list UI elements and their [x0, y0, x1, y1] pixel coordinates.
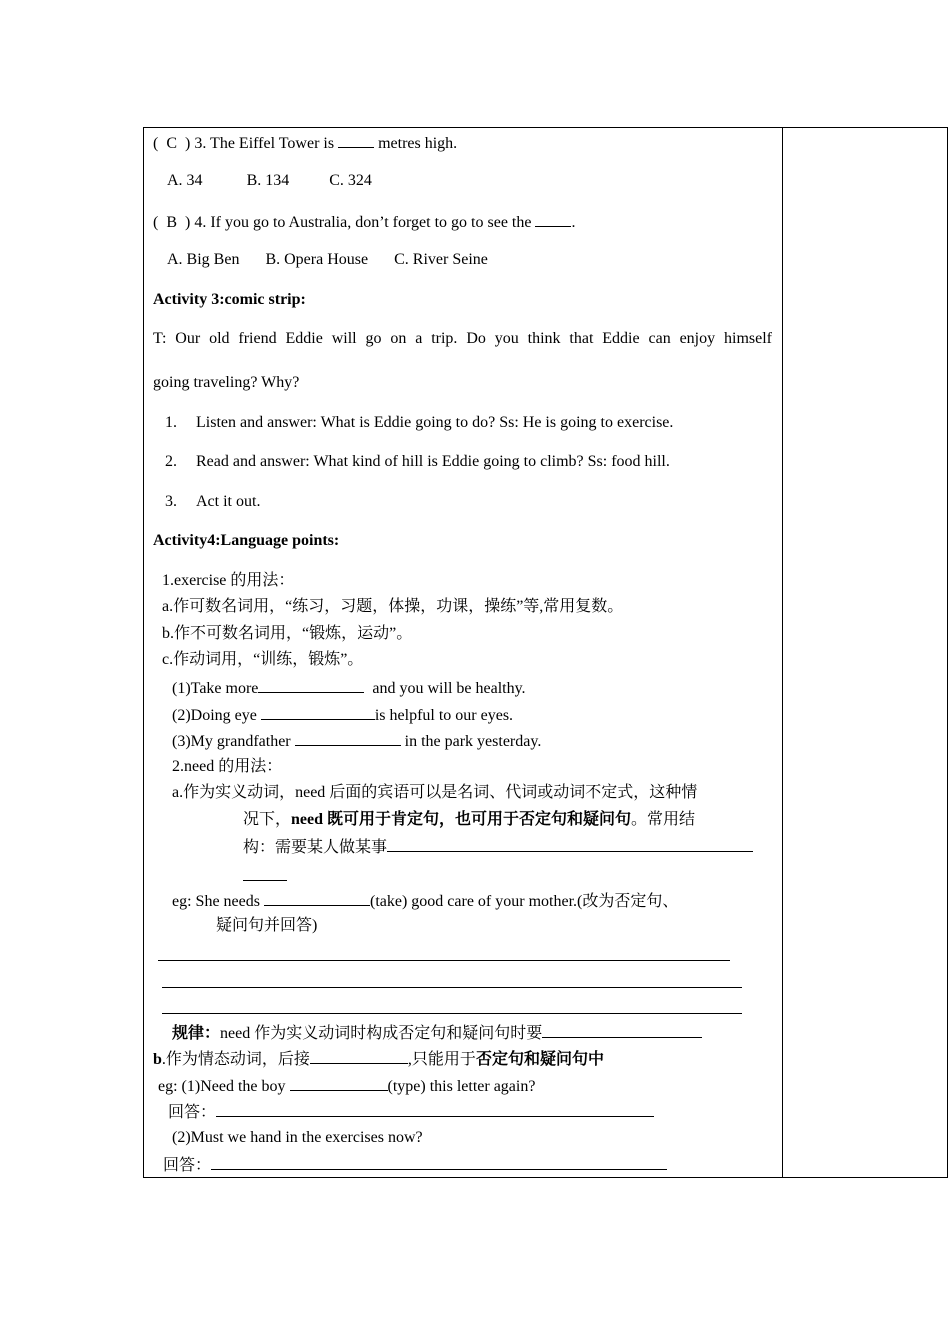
- blank: [535, 211, 571, 227]
- activity-3-prompt-line1: T: Our old friend Eddie will go on a trip. Do you think that Eddie can enjoy himself: [153, 330, 772, 347]
- need-usage-a-line3: 构：需要某人做某事: [243, 836, 753, 858]
- need-title: 2.need 的用法：: [172, 758, 283, 775]
- answer-line: [162, 1013, 742, 1014]
- question-4-options: [167, 250, 488, 270]
- need-example-3: (2)Must we hand in the exercises now?: [172, 1129, 423, 1146]
- exercise-usage-c: c.作动词用，“训练，锻炼”。: [162, 651, 364, 668]
- blank: [264, 890, 370, 906]
- activity-3-step-2: 2. Read and answer: What kind of hill is Eddie going to climb? Ss: food hill.: [165, 453, 670, 470]
- answer-row-1: 回答：: [168, 1101, 654, 1123]
- answer-line: [158, 960, 730, 961]
- blank: [310, 1048, 408, 1064]
- answer-line: [162, 987, 742, 988]
- option-b: B. Opera House: [265, 251, 369, 268]
- option-c: C. 324: [329, 172, 372, 189]
- blank: [338, 132, 374, 148]
- activity-3-heading: Activity 3:comic strip:: [153, 291, 306, 308]
- option-b: B. 134: [246, 172, 290, 189]
- answer-3: C: [166, 135, 177, 152]
- blank: [261, 704, 375, 720]
- activity-3-step-1: 1. Listen and answer: What is Eddie going to do? Ss: He is going to exercise.: [165, 414, 674, 431]
- exercise-usage-b: b.作不可数名词用，“锻炼，运动”。: [162, 625, 413, 642]
- blank-continuation: [243, 880, 287, 881]
- question-4: ( B ) 4. If you go to Australia, don’t forget to go to see the .: [153, 211, 575, 233]
- need-usage-a-line2: 况下，need 既可用于肯定句，也可用于否定句和疑问句。常用结: [243, 811, 696, 828]
- blank: [216, 1101, 654, 1117]
- exercise-title: 1.exercise 的用法：: [162, 572, 295, 589]
- exercise-example-1: (1)Take more and you will be healthy.: [172, 677, 526, 699]
- blank: [542, 1022, 702, 1038]
- question-3: ( C ) 3. The Eiffel Tower is metres high.: [153, 132, 457, 154]
- need-example-1: eg: She needs (take) good care of your mother.(改为否定句、: [172, 890, 678, 912]
- activity-3-prompt-line2: going traveling? Why?: [153, 374, 300, 391]
- need-usage-a-line1: a.作为实义动词，need 后面的宾语可以是名词、代词或动词不定式，这种情: [172, 784, 698, 801]
- activity-3-step-3: 3. Act it out.: [165, 493, 261, 510]
- option-a: A. Big Ben: [167, 251, 240, 268]
- need-example-2: eg: (1)Need the boy (type) this letter again?: [158, 1075, 535, 1097]
- blank: [211, 1154, 667, 1170]
- blank: [258, 677, 364, 693]
- need-rule: 规律：need 作为实义动词时构成否定句和疑问句时要: [172, 1022, 702, 1044]
- blank: [290, 1075, 388, 1091]
- activity-4-heading: Activity4:Language points:: [153, 532, 340, 549]
- option-c: C. River Seine: [394, 251, 488, 268]
- question-3-options: [167, 171, 372, 191]
- column-divider: [782, 128, 783, 1177]
- answer-row-2: 回答：: [163, 1154, 667, 1176]
- answer-4: B: [166, 214, 177, 231]
- exercise-usage-a: a.作可数名词用，“练习，习题，体操，功课，操练”等,常用复数。: [162, 598, 624, 615]
- exercise-example-2: (2)Doing eye is helpful to our eyes.: [172, 704, 513, 726]
- need-usage-b: b.作为情态动词，后接 ,只能用于否定句和疑问句中: [153, 1048, 604, 1070]
- option-a: A. 34: [167, 172, 203, 189]
- blank: [295, 730, 401, 746]
- exercise-example-3: (3)My grandfather in the park yesterday.: [172, 730, 541, 752]
- blank: [387, 836, 753, 852]
- need-example-1-line2: 疑问句并回答): [216, 917, 318, 934]
